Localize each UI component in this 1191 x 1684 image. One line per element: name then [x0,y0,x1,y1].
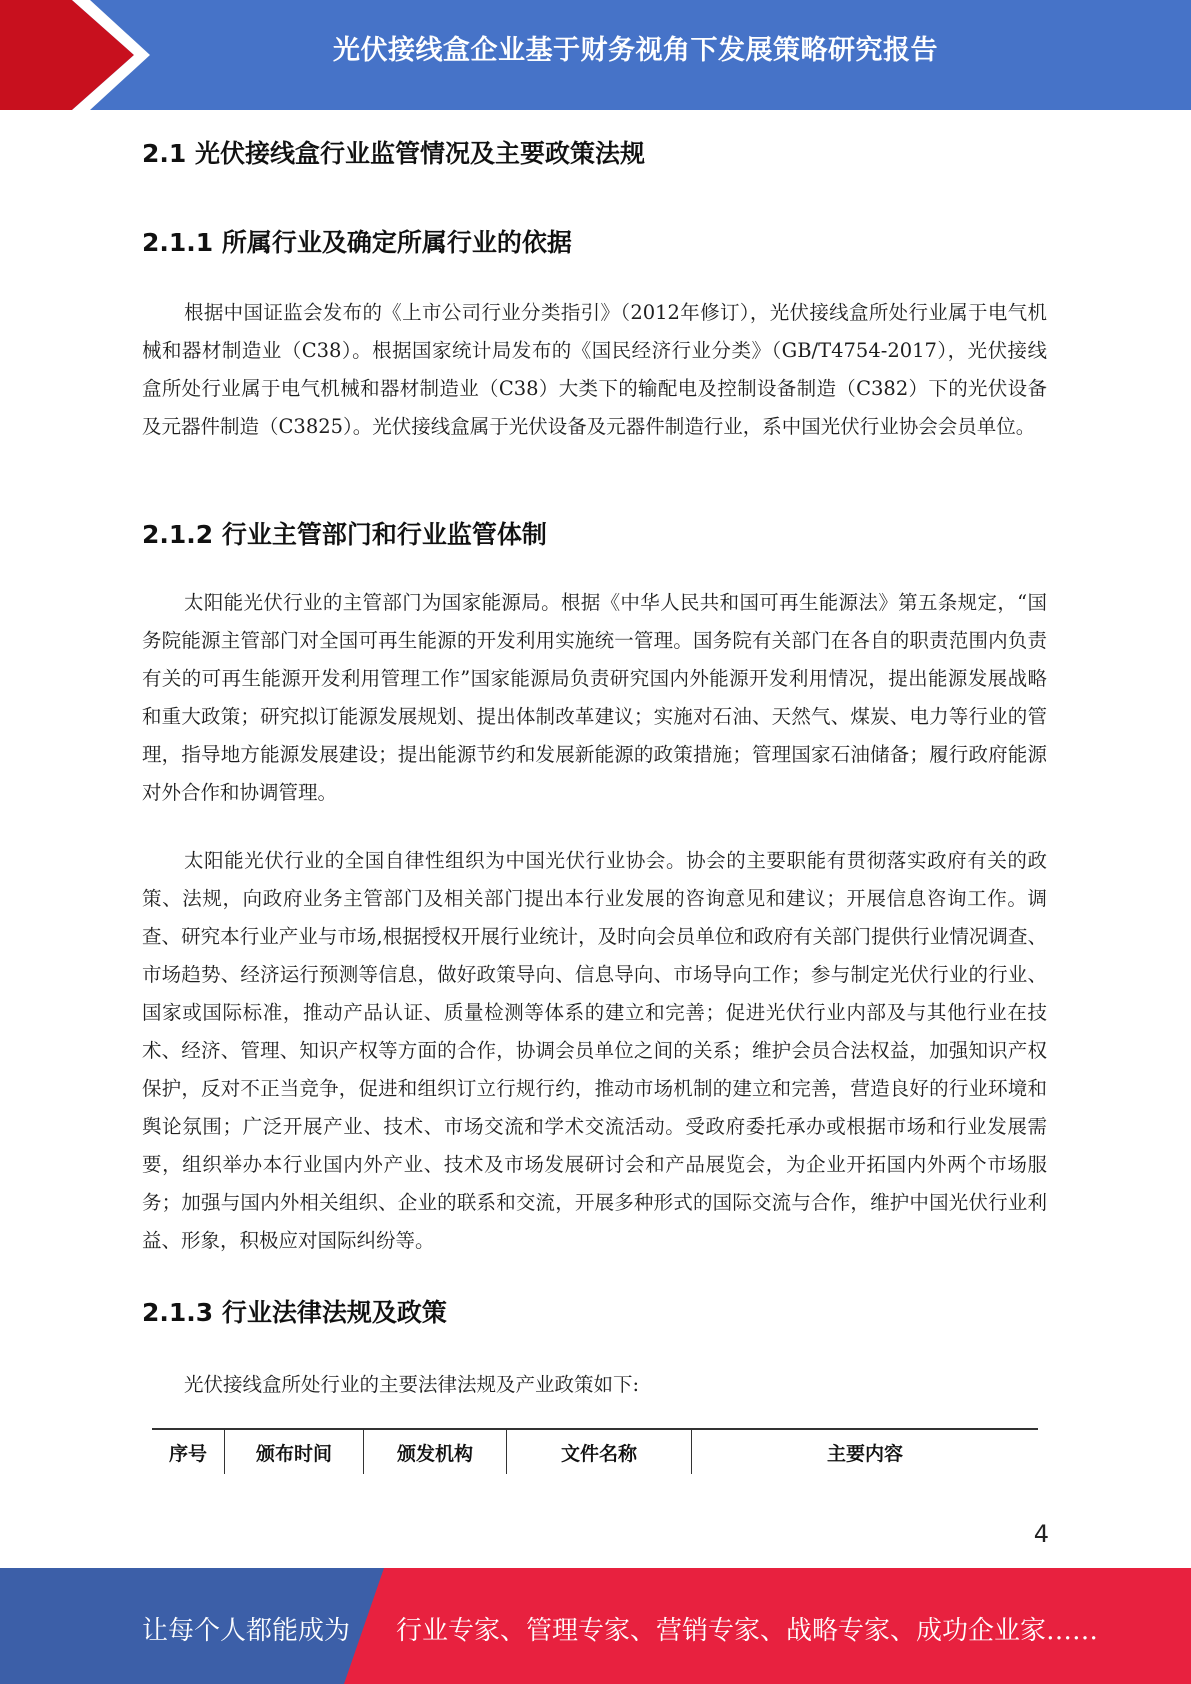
column-header-agency: 颁发机构 [364,1429,507,1474]
table-header-row [152,1429,1038,1474]
section-2-1-3-heading: 2.1.3 行业法律法规及政策 [142,1298,447,1327]
laws-table [152,1428,1038,1474]
report-header [0,0,1191,110]
report-footer [0,1568,1191,1684]
column-header-date: 颁布时间 [225,1429,364,1474]
footer-slogan-right: 行业专家、管理专家、营销专家、战略专家、成功企业家…… [396,1616,1099,1646]
column-header-index: 序号 [152,1429,225,1474]
report-title: 光伏接线盒企业基于财务视角下发展策略研究报告 [333,35,938,66]
section-2-1-heading: 2.1 光伏接线盒行业监管情况及主要政策法规 [142,139,645,168]
section-2-1-3-paragraph: 光伏接线盒所处行业的主要法律法规及产业政策如下: [184,1373,640,1396]
footer-slogan-left: 让每个人都能成为 [142,1616,351,1646]
section-2-1-2-paragraph-2: 太阳能光伏行业的全国自律性组织为中国光伏行业协会。协会的主要职能有贯彻落实政府有关的政策、法规，向政府业务主管部门及相关部门提出本行业发展的咨询意见和建议；开展信息咨询工作。调查、研究本行业产业与市场,根据授权开展行业统计，及时向会员单位和政府有关部门提供行业情况调查、市场趋势、经济运行预测等信息，做好政策导向、信息导向、市场导向工作；参与制定光伏行业的行业、国家或国际标准，推动产品认证、质量检测等体系的建立和完善；促进光伏行业内部及与其他行业在技术、经济、管理、知识产权等方面的合作，协调会员单位之间的关系；维护会员合法权益，加强知识产权保护，反对不正当竞争，促进和组织订立行规行约，推动市场机制的建立和完善，营造良好的行业环境和舆论氛围；广泛开展产业、技术、市场交流和学术交流活动。受政府委托承办或根据市场和行业发展需要，组织举办本行业国内外产业、技术及市场发展研讨会和产品展览会，为企业开拓国内外两个市场服务；加强与国内外相关组织、企业的联系和交流，开展多种形式的国际交流与合作，维护中国光伏行业利益、形象，积极应对国际纠纷等。 [142,849,1047,1252]
page-number: 4 [1033,1520,1049,1548]
section-2-1-1-heading: 2.1.1 所属行业及确定所属行业的依据 [142,228,572,257]
column-header-document: 文件名称 [507,1429,692,1474]
section-2-1-2-paragraph-1: 太阳能光伏行业的主管部门为国家能源局。根据《中华人民共和国可再生能源法》第五条规定，“国务院能源主管部门对全国可再生能源的开发利用实施统一管理。国务院有关部门在各自的职责范围内负责有关的可再生能源开发利用管理工作”国家能源局负责研究国内外能源开发利用情况，提出能源发展战略和重大政策；研究拟订能源发展规划、提出体制改革建议；实施对石油、天然气、煤炭、电力等行业的管理，指导地方能源发展建设；提出能源节约和发展新能源的政策措施；管理国家石油储备；履行政府能源对外合作和协调管理。 [142,591,1047,804]
section-2-1-2-heading: 2.1.2 行业主管部门和行业监管体制 [142,520,547,549]
column-header-content: 主要内容 [692,1429,1039,1474]
section-2-1-1-paragraph: 根据中国证监会发布的《上市公司行业分类指引》（2012年修订），光伏接线盒所处行业属于电气机械和器材制造业（C38）。根据国家统计局发布的《国民经济行业分类》（GB/T4754-2017），光伏接线盒所处行业属于电气机械和器材制造业（C38）大类下的输配电及控制设备制造（C382）下的光伏设备及元器件制造（C3825）。光伏接线盒属于光伏设备及元器件制造行业，系中国光伏行业协会会员单位。 [142,301,1047,438]
